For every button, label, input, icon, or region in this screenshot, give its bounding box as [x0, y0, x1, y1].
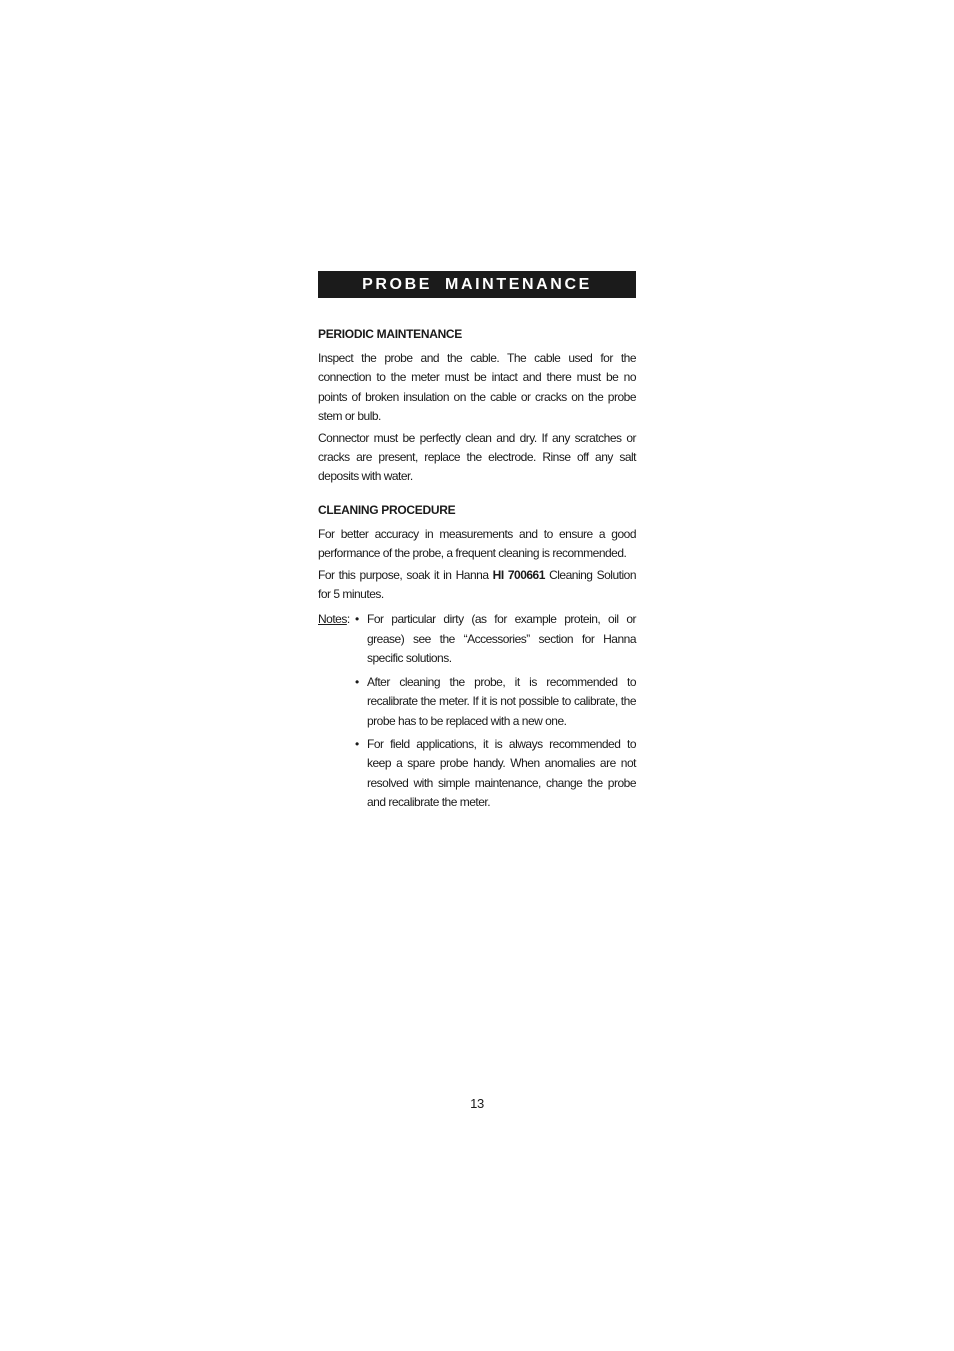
cleaning-paragraph-2 — [318, 566, 636, 605]
section-title-bar — [318, 271, 636, 298]
note-item — [318, 735, 636, 813]
page-number: 13 — [470, 1096, 484, 1111]
cleaning-text-after: Cleaning Solution for 5 minutes. — [318, 567, 636, 602]
note-item — [318, 673, 636, 731]
cleaning-paragraph-1: For better accuracy in measurements and to ensure a good performance of the probe, a frequent cleaning is recommended. — [318, 526, 636, 561]
cleaning-text-before: For this purpose, soak it in Hanna — [318, 567, 493, 582]
periodic-maintenance-heading: PERIODIC MAINTENANCE — [318, 327, 463, 341]
note-text: For particular dirty (as for example protein, oil or grease) see the “Accessories” section for Hanna specific solutions. — [367, 612, 636, 666]
note-item — [318, 610, 636, 668]
bullet-icon: • — [355, 612, 359, 627]
periodic-paragraph-1: Inspect the probe and the cable. The cable used for the connection to the meter must be intact and there must be no points of broken insulation on the cable or cracks on the probe stem or bulb. — [318, 351, 636, 424]
periodic-paragraph-2: Connector must be perfectly clean and dry. If any scratches or cracks are present, replace the electrode. Rinse off any salt deposits with water. — [318, 430, 636, 484]
page-title: PROBE MAINTENANCE — [362, 275, 592, 293]
cleaning-procedure-heading: CLEANING PROCEDURE — [318, 502, 456, 517]
product-code: HI 700661 — [492, 567, 545, 582]
note-text: For field applications, it is always recommended to keep a spare probe handy. When anomalies are not resolved with simple maintenance, change the probe and recalibrate the meter. — [367, 736, 636, 810]
bullet-icon: • — [355, 674, 359, 689]
notes-colon: : — [346, 612, 350, 627]
notes-block — [318, 610, 636, 812]
notes-label-text: Notes — [318, 612, 347, 627]
note-text: After cleaning the probe, it is recommended to recalibrate the meter. If it is not possible to calibrate, the probe has to be replaced with a new one. — [367, 674, 636, 728]
page-content — [318, 271, 636, 817]
bullet-icon: • — [355, 736, 359, 751]
